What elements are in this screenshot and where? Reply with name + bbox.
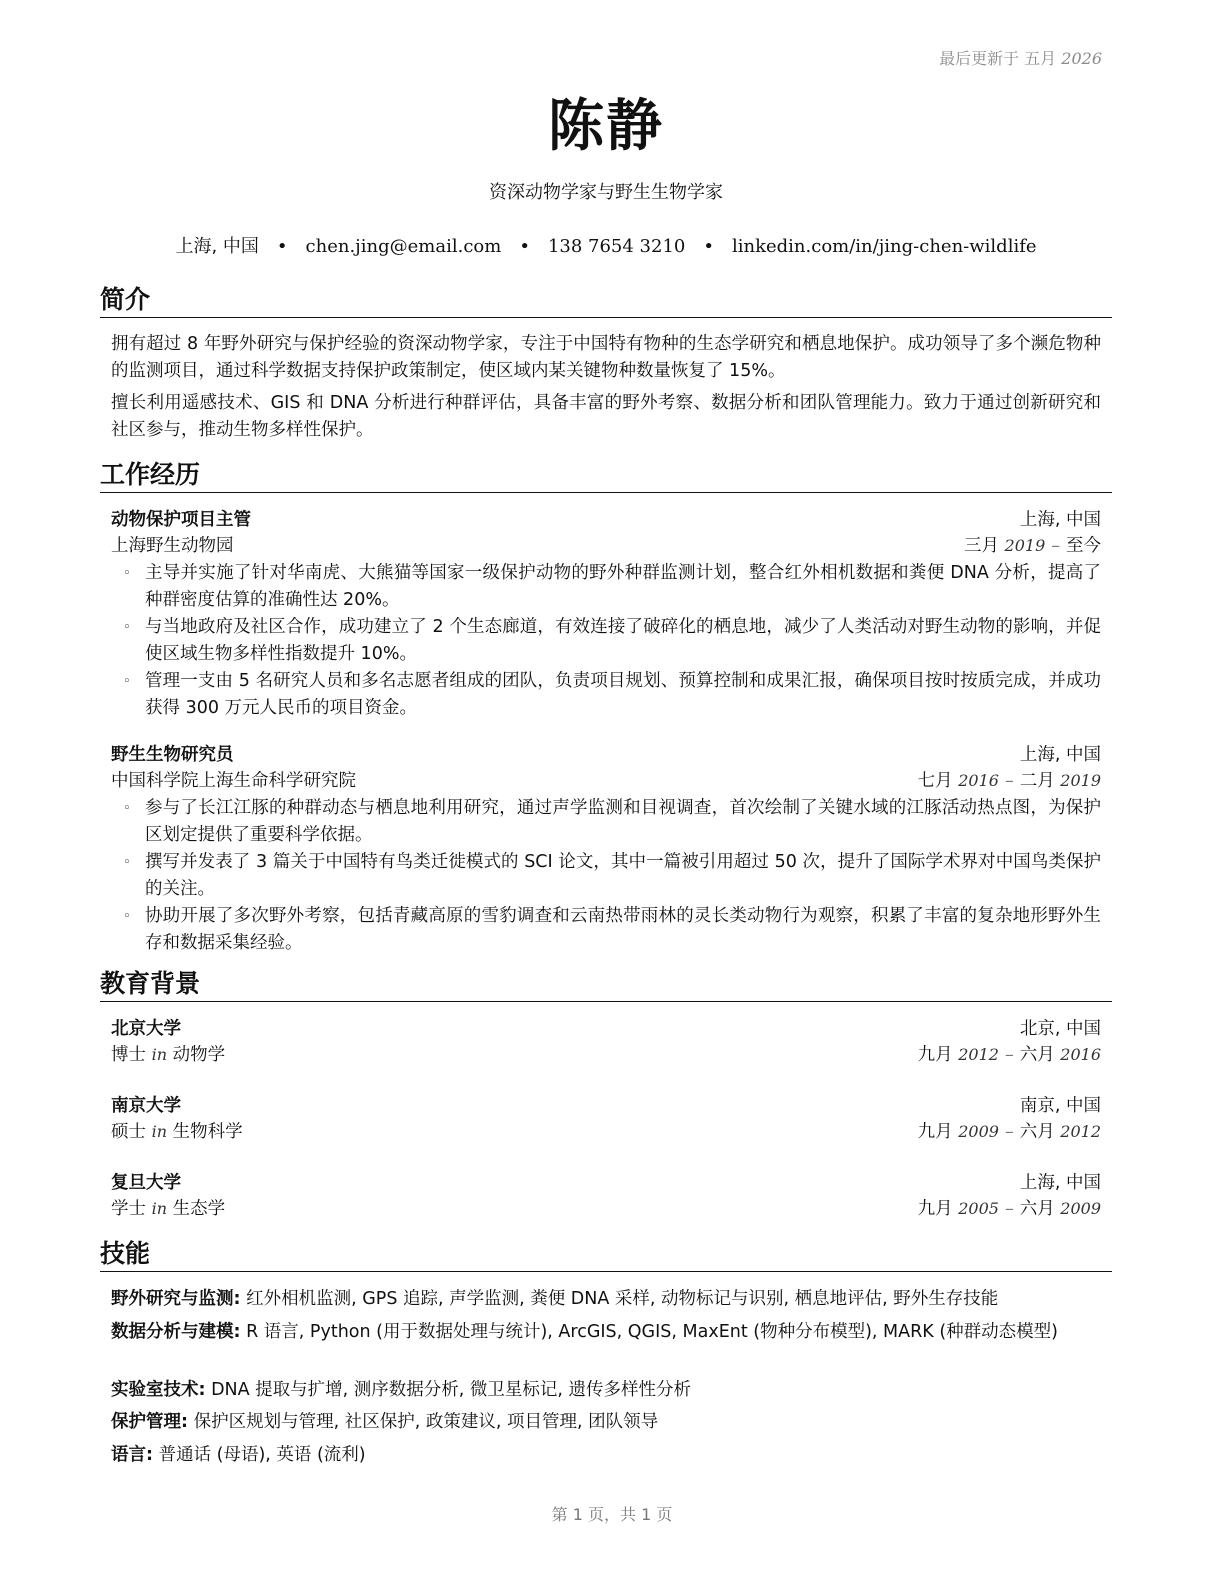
contact-email[interactable]: chen.jing@email.com	[305, 236, 502, 257]
experience-entry-header	[111, 742, 1101, 768]
contact-phone[interactable]: 138 7654 3210	[547, 236, 686, 257]
summary-paragraph: 拥有超过 8 年野外研究与保护经验的资深动物学家，专注于中国特有物种的生态学研究和栖息地保护。成功领导了多个濒危物种的监测项目，通过科学数据支持保护政策制定，使区域内某关键物种数量恢复了 15%。	[111, 334, 1101, 381]
school-name: 北京大学	[111, 1019, 181, 1039]
resume-page	[100, 0, 1112, 1584]
skill-line: 野外研究与监测: 红外相机监测, GPS 追踪, 声学监测, 粪便 DNA 采样, 动物标记与识别, 栖息地评估, 野外生存技能	[111, 1289, 999, 1309]
education-entry-subheader	[111, 1119, 1101, 1145]
list-item: ◦ 撰写并发表了 3 篇关于中国特有鸟类迁徙模式的 SCI 论文，其中一篇被引用超过 50 次，提升了国际学术界对中国鸟类保护的关注。	[111, 849, 1101, 903]
job-organization: 中国科学院上海生命科学研究院	[111, 771, 356, 791]
bullet-separator: •	[703, 236, 714, 257]
contact-linkedin[interactable]: linkedin.com/in/jing-chen-wildlife	[731, 236, 1037, 257]
job-location: 上海, 中国	[1019, 745, 1101, 765]
person-name: 陈静	[548, 94, 664, 159]
contact-location: 上海, 中国	[175, 236, 259, 257]
list-item: ◦ 与当地政府及社区合作，成功建立了 2 个生态廊道，有效连接了破碎化的栖息地，减少了人类活动对野生动物的影响，并促使区域生物多样性指数提升 10%。	[111, 614, 1101, 668]
headline: 资深动物学家与野生生物学家	[489, 182, 723, 203]
job-role: 野生生物研究员	[111, 745, 234, 765]
skill-line: 语言: 普通话 (母语), 英语 (流利)	[111, 1445, 366, 1465]
list-item: ◦ 管理一支由 5 名研究人员和多名志愿者组成的团队，负责项目规划、预算控制和成果汇报，确保项目按时按质完成，并成功获得 300 万元人民币的项目资金。	[111, 668, 1101, 722]
section-title-skills: 技能	[100, 1238, 1112, 1272]
job-bullet-list	[111, 795, 1101, 957]
circle-bullet-icon: ◦	[123, 566, 131, 581]
experience-entry-subheader	[111, 768, 1101, 794]
skill-line: 保护管理: 保护区规划与管理, 社区保护, 政策建议, 项目管理, 团队领导	[111, 1412, 659, 1432]
education-dates: 九月 2009 – 六月 2012	[917, 1122, 1101, 1142]
bullet-separator: •	[519, 236, 530, 257]
summary-paragraph: 擅长利用遥感技术、GIS 和 DNA 分析进行种群评估，具备丰富的野外考察、数据分析和团队管理能力。致力于通过创新研究和社区参与，推动生物多样性保护。	[111, 393, 1101, 440]
job-dates: 三月 2019 – 至今	[963, 536, 1101, 556]
list-item: ◦ 主导并实施了针对华南虎、大熊猫等国家一级保护动物的野外种群监测计划，整合红外相机数据和粪便 DNA 分析，提高了种群密度估算的准确性达 20%。	[111, 560, 1101, 614]
list-item: ◦ 参与了长江江豚的种群动态与栖息地利用研究，通过声学监测和目视调查，首次绘制了关键水域的江豚活动热点图，为保护区划定提供了重要科学依据。	[111, 795, 1101, 849]
education-entry-header	[111, 1093, 1101, 1119]
bullet-separator: •	[276, 236, 288, 257]
school-location: 南京, 中国	[1019, 1096, 1101, 1116]
degree: 博士 in 动物学	[111, 1045, 226, 1065]
circle-bullet-icon: ◦	[123, 620, 131, 635]
job-location: 上海, 中国	[1019, 510, 1101, 530]
circle-bullet-icon: ◦	[123, 674, 131, 689]
school-location: 北京, 中国	[1019, 1019, 1101, 1039]
education-dates: 九月 2005 – 六月 2009	[917, 1199, 1101, 1219]
section-title-education: 教育背景	[100, 968, 1112, 1002]
job-organization: 上海野生动物园	[111, 536, 234, 556]
job-dates: 七月 2016 – 二月 2019	[917, 771, 1101, 791]
section-title-summary: 简介	[100, 284, 1112, 318]
school-name: 南京大学	[111, 1096, 181, 1116]
experience-entry-subheader	[111, 533, 1101, 559]
education-entry-subheader	[111, 1196, 1101, 1222]
school-name: 复旦大学	[111, 1173, 181, 1193]
last-updated	[939, 46, 1102, 69]
last-updated-year: 2026	[1061, 49, 1102, 68]
contact-line	[100, 232, 1112, 258]
education-entry-subheader	[111, 1042, 1101, 1068]
page-number: 第 1 页，共 1 页	[551, 1505, 673, 1524]
skill-line: 数据分析与建模: R 语言, Python (用于数据处理与统计), ArcGIS, QGIS, MaxEnt (物种分布模型), MARK (种群动态模型)	[111, 1322, 1058, 1342]
list-item: ◦ 协助开展了多次野外考察，包括青藏高原的雪豹调查和云南热带雨林的灵长类动物行为观察，积累了丰富的复杂地形野外生存和数据采集经验。	[111, 903, 1101, 957]
circle-bullet-icon: ◦	[123, 909, 131, 924]
circle-bullet-icon: ◦	[123, 801, 131, 816]
school-location: 上海, 中国	[1019, 1173, 1101, 1193]
circle-bullet-icon: ◦	[123, 855, 131, 870]
job-bullet-list	[111, 560, 1101, 722]
degree: 学士 in 生态学	[111, 1199, 226, 1219]
education-entry-header	[111, 1170, 1101, 1196]
skill-line: 实验室技术: DNA 提取与扩增, 测序数据分析, 微卫星标记, 遗传多样性分析	[111, 1380, 692, 1400]
section-title-experience: 工作经历	[100, 459, 1112, 493]
job-role: 动物保护项目主管	[111, 510, 251, 530]
last-updated-label: 最后更新于 五月	[939, 49, 1057, 68]
experience-entry-header	[111, 507, 1101, 533]
education-entry-header	[111, 1016, 1101, 1042]
education-dates: 九月 2012 – 六月 2016	[917, 1045, 1101, 1065]
degree: 硕士 in 生物科学	[111, 1122, 243, 1142]
